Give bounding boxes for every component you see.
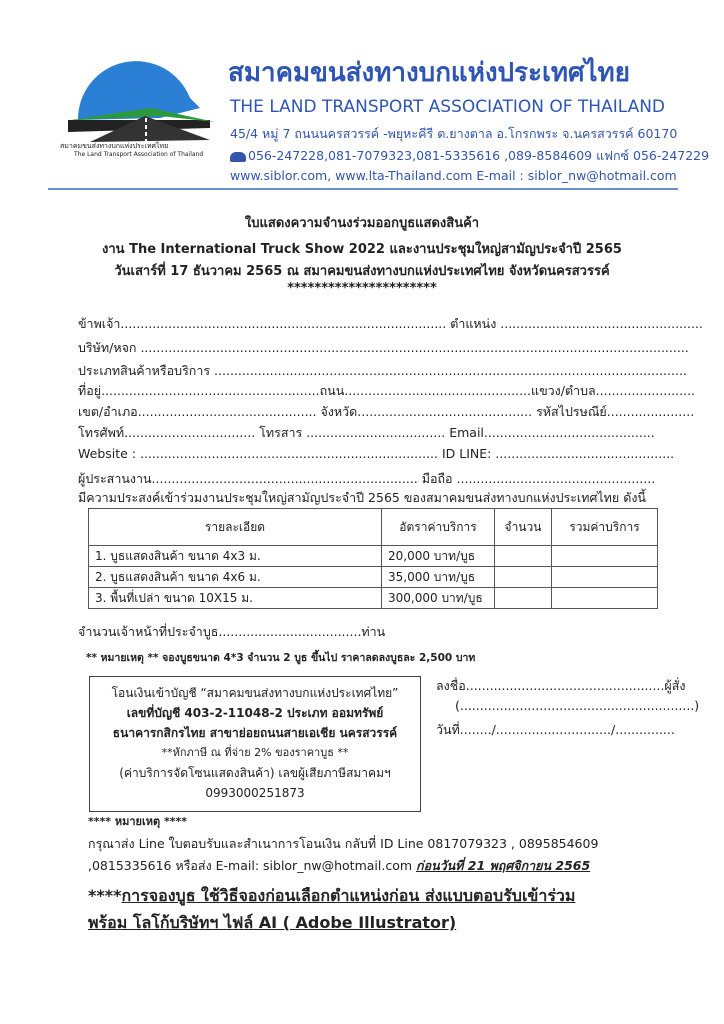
association-logo	[50, 58, 222, 142]
tax-payer-id: 0993000251873	[205, 786, 305, 800]
withholding-tax-note: **หักภาษี ณ ที่จ่าย 2% ของราคาบูธ **	[161, 746, 349, 759]
field-company[interactable]: บริษัท/หจก ..........................................................................................................................................	[78, 340, 689, 355]
association-name-thai: สมาคมขนส่งทางบกแห่งประเทศไทย	[228, 58, 630, 88]
web-and-email[interactable]: www.siblor.com, www.lta-Thailand.com E-mail : siblor_nw@hotmail.com	[230, 168, 677, 183]
phone-numbers: 056-247228,081-7079323,081-5335616 ,089-8584609 แฟกซ์ 056-247229	[248, 148, 710, 163]
row-total[interactable]	[552, 546, 658, 567]
row-rate: 20,000 บาท/บูธ	[382, 546, 495, 567]
remark-email-text: ,0815335616 หรือส่ง E-mail: siblor_nw@hotmail.com	[88, 858, 416, 873]
field-name-position[interactable]: ข้าพเจ้า.................................................................................. ตำแหน่ง ...................................................	[78, 316, 703, 331]
bank-transfer-box	[89, 676, 421, 812]
header-detail: รายละเอียด	[89, 509, 382, 546]
row-quantity[interactable]	[495, 546, 552, 567]
field-website-line[interactable]: Website : ........................................................................... ID LINE: .............................................	[78, 446, 675, 461]
remark-line-email	[88, 856, 590, 876]
fee-table	[88, 508, 658, 609]
participation-intent: มีความประสงค์เข้าร่วมงานประชุมใหญ่สามัญประจำปี 2565 ของสมาคมขนส่งทางบกแห่งประเทศไทย ดังนี้	[78, 490, 646, 505]
row-total[interactable]	[552, 567, 658, 588]
table-row	[89, 567, 658, 588]
association-name-english: THE LAND TRANSPORT ASSOCIATION OF THAILAND	[230, 97, 666, 117]
row-quantity[interactable]	[495, 588, 552, 609]
remark-line-contact: กรุณาส่ง Line ใบตอบรับและสำเนาการโอนเงิน กลับที่ ID Line 0817079323 , 0895854609	[88, 836, 599, 851]
row-detail: 2. บูธแสดงสินค้า ขนาด 4x6 ม.	[89, 567, 382, 588]
field-address[interactable]: ที่อยู่.......................................................ถนน...............................................แขวง/ตำบล.........................	[78, 383, 696, 398]
footer-prefix: ****	[88, 886, 122, 905]
stars-divider: **********************	[287, 281, 437, 296]
header-quantity: จำนวน	[495, 509, 552, 546]
row-rate: 35,000 บาท/บูธ	[382, 567, 495, 588]
field-phone-fax-email[interactable]: โทรศัพท์................................. โทรสาร ................................... Email...........................................	[78, 425, 655, 440]
header-total: รวมค่าบริการ	[552, 509, 658, 546]
row-quantity[interactable]	[495, 567, 552, 588]
tax-payer-label: (ค่าบริการจัดโซนแสดงสินค้า) เลขผู้เสียภาษีสมาคมฯ	[119, 766, 391, 780]
signature-date-line[interactable]: วันที่......../............................./...............	[436, 722, 675, 737]
row-detail: 3. พื้นที่เปล่า ขนาด 10X15 ม.	[89, 588, 382, 609]
bank-branch: ธนาคารกสิกรไทย สาขาย่อยถนนสายเอเชีย นครสวรรค์	[112, 726, 398, 740]
phone-line	[230, 146, 709, 166]
phone-icon	[230, 152, 246, 162]
field-district-province[interactable]: เขต/อำเภอ............................................. จังหวัด............................................ รหัสไปรษณีย์......................	[78, 404, 695, 419]
remark-heading: **** หมายเหตุ ****	[88, 815, 187, 828]
row-detail: 1. บูธแสดงสินค้า ขนาด 4x3 ม.	[89, 546, 382, 567]
table-row	[89, 588, 658, 609]
footer-booking-note: การจองบูธ ใช้วิธีจองก่อนเลือกตำแหน่งก่อน ส่งแบบตอบรับเข้าร่วม	[121, 886, 576, 905]
header-divider	[48, 188, 678, 190]
event-date-venue: วันเสาร์ที่ 17 ธันวาคม 2565 ณ สมาคมขนส่งทางบกแห่งประเทศไทย จังหวัดนครสวรรค์	[114, 264, 610, 279]
field-coordinator-mobile[interactable]: ผู้ประสานงาน................................................................... มือถือ ..................................................	[78, 471, 656, 486]
field-staff-count[interactable]: จำนวนเจ้าหน้าที่ประจำบูธ....................................ท่าน	[78, 624, 386, 639]
header-rate: อัตราค่าบริการ	[382, 509, 495, 546]
field-product-type[interactable]: ประเภทสินค้าหรือบริการ .......................................................................................................................	[78, 363, 687, 378]
discount-remark: ** หมายเหตุ ** จองบูธขนาด 4*3 จำนวน 2 บูธ ขึ้นไป ราคาลดลงบูธละ 2,500 บาท	[86, 652, 476, 664]
logo-caption-thai: สมาคมขนส่งทางบกแห่งประเทศไทย	[60, 142, 169, 150]
signature-name-line[interactable]: (...........................................................)	[455, 698, 700, 713]
footer-line-1	[88, 884, 575, 909]
remark-deadline: ก่อนวันที่ 21 พฤศจิกายน 2565	[416, 858, 591, 873]
bank-account-number: เลขที่บัญชี 403-2-11048-2 ประเภท ออมทรัพย์	[126, 706, 384, 720]
footer-logo-file-note: พร้อม โลโก้บริษัทฯ ไฟล์ AI ( Adobe Illustrator)	[88, 913, 457, 932]
signature-line[interactable]: ลงชื่อ..................................................ผู้สั่ง	[436, 678, 686, 693]
bank-account-name: โอนเงินเข้าบัญชี “สมาคมขนส่งทางบกแห่งประเทศไทย”	[111, 686, 399, 700]
row-total[interactable]	[552, 588, 658, 609]
association-address: 45/4 หมู่ 7 ถนนนครสวรรค์ -พยุหะคีรี ต.ยางตาล อ.โกรกพระ จ.นครสวรรค์ 60170	[230, 126, 678, 141]
form-title: ใบแสดงความจำนงร่วมออกบูธแสดงสินค้า	[244, 216, 480, 231]
row-rate: 300,000 บาท/บูธ	[382, 588, 495, 609]
table-header-row	[89, 509, 658, 546]
event-title: งาน The International Truck Show 2022 และงานประชุมใหญ่สามัญประจำปี 2565	[102, 242, 622, 257]
table-row	[89, 546, 658, 567]
logo-caption-english: The Land Transport Association of Thailand	[74, 151, 204, 158]
